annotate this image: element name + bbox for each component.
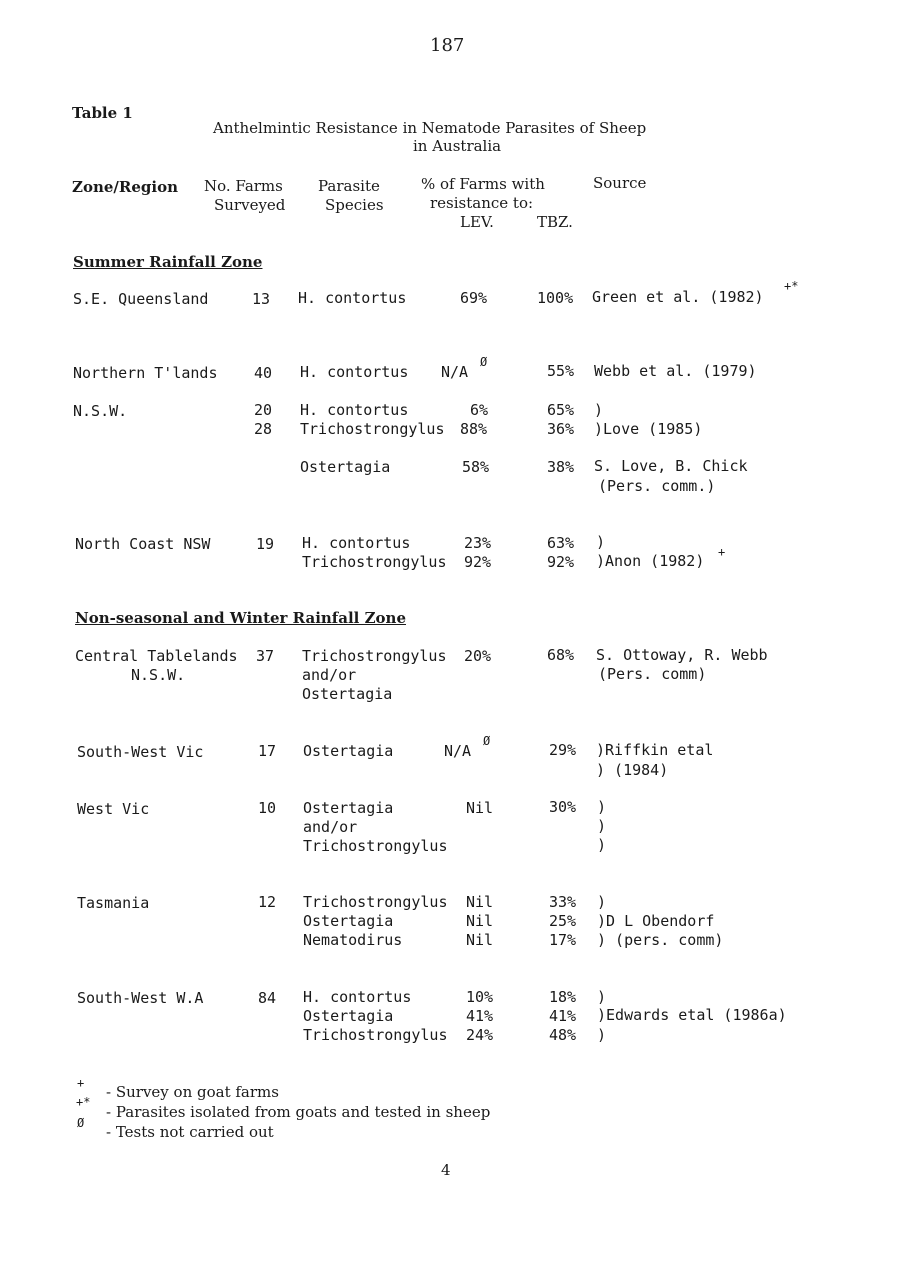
source-wv-1: ): [597, 798, 607, 816]
mark-nc: +: [718, 545, 726, 559]
lev-nc-1: 23%: [464, 534, 492, 552]
lev-swa-3: 24%: [466, 1026, 494, 1044]
section-nonseasonal: Non-seasonal and Winter Rainfall Zone: [75, 609, 406, 627]
region-swv: South-West Vic: [77, 743, 204, 761]
header-zone: Zone/Region: [72, 178, 178, 196]
species-tas-1: Trichostrongylus: [303, 893, 448, 911]
tbz-nsw-1: 65%: [547, 401, 575, 419]
lev-nt: N/A: [441, 363, 469, 381]
region-nc: North Coast NSW: [75, 535, 211, 553]
lev-wv: Nil: [466, 799, 494, 817]
header-farms-1: No. Farms: [204, 177, 283, 195]
farms-tas: 12: [258, 893, 277, 911]
lev-tas-3: Nil: [466, 931, 494, 949]
table-title-line2: in Australia: [413, 137, 502, 155]
species-nc-1: H. contortus: [302, 534, 411, 552]
footnote-symbol-1: +: [77, 1076, 85, 1090]
farms-nc: 19: [256, 535, 275, 553]
footnote-symbol-2: +*: [76, 1095, 91, 1109]
source-nc-2: )Anon (1982): [596, 552, 705, 570]
region-nt: Northern T'lands: [73, 364, 218, 382]
tbz-nc-2: 92%: [547, 553, 575, 571]
species-nsw-3: Ostertagia: [300, 458, 391, 476]
levmark-nt: Ø: [480, 355, 488, 369]
header-species-1: Parasite: [318, 177, 380, 195]
lev-swa-1: 10%: [466, 988, 494, 1006]
species-ct-1: Trichostrongylus: [302, 647, 447, 665]
farms-seq: 13: [252, 290, 271, 308]
tbz-ct: 68%: [547, 646, 575, 664]
header-lev: LEV.: [460, 213, 494, 231]
footnote-symbol-3: Ø: [77, 1116, 85, 1130]
tbz-nc-1: 63%: [547, 534, 575, 552]
tbz-nt: 55%: [547, 362, 575, 380]
footnote-text-2: - Parasites isolated from goats and tested in sheep: [106, 1103, 491, 1121]
species-wv-1: Ostertagia: [303, 799, 394, 817]
species-swa-1: H. contortus: [303, 988, 412, 1006]
header-farms-2: Surveyed: [214, 196, 286, 214]
tbz-wv: 30%: [549, 798, 577, 816]
tbz-swa-2: 41%: [549, 1007, 577, 1025]
page-number-top: 187: [430, 35, 465, 56]
header-resistance-2: resistance to:: [430, 194, 534, 212]
region-wv: West Vic: [77, 800, 150, 818]
section-summer: Summer Rainfall Zone: [73, 253, 263, 271]
source-swa-2: )Edwards etal (1986a): [597, 1006, 787, 1024]
table-label: Table 1: [72, 104, 133, 122]
farms-nsw-2: 28: [254, 420, 273, 438]
farms-nt: 40: [254, 364, 273, 382]
species-ct-2: and/or: [302, 666, 357, 684]
species-swa-3: Trichostrongylus: [303, 1026, 448, 1044]
species-wv-2: and/or: [303, 818, 358, 836]
farms-ct: 37: [256, 647, 275, 665]
region-ct-2: N.S.W.: [131, 666, 186, 684]
tbz-tas-2: 25%: [549, 912, 577, 930]
tbz-seq: 100%: [537, 289, 574, 307]
species-swv: Ostertagia: [303, 742, 394, 760]
species-nsw-1: H. contortus: [300, 401, 409, 419]
source-nsw-2: )Love (1985): [594, 420, 703, 438]
source-swa-1: ): [597, 988, 607, 1006]
source-nsw-3a: S. Love, B. Chick: [594, 457, 748, 475]
region-swa: South-West W.A: [77, 989, 204, 1007]
source-tas-1: ): [597, 893, 607, 911]
farms-wv: 10: [258, 799, 277, 817]
mark-seq: +*: [784, 279, 799, 293]
source-ct-1: S. Ottoway, R. Webb: [596, 646, 768, 664]
levmark-swv: Ø: [483, 734, 491, 748]
tbz-swv: 29%: [549, 741, 577, 759]
source-tas-3: ) (pers. comm): [597, 931, 724, 949]
lev-swa-2: 41%: [466, 1007, 494, 1025]
region-nsw: N.S.W.: [73, 402, 128, 420]
source-swv-2: ) (1984): [596, 761, 669, 779]
header-tbz: TBZ.: [537, 213, 573, 231]
source-nc-1: ): [596, 533, 606, 551]
lev-swv: N/A: [444, 742, 472, 760]
tbz-tas-1: 33%: [549, 893, 577, 911]
page-number-bottom: 4: [441, 1161, 451, 1179]
region-tas: Tasmania: [77, 894, 150, 912]
footnote-text-1: - Survey on goat farms: [106, 1083, 279, 1101]
source-wv-3: ): [597, 836, 607, 854]
lev-nsw-3: 58%: [462, 458, 490, 476]
species-nt: H. contortus: [300, 363, 409, 381]
tbz-swa-3: 48%: [549, 1026, 577, 1044]
lev-tas-1: Nil: [466, 893, 494, 911]
farms-nsw-1: 20: [254, 401, 273, 419]
tbz-swa-1: 18%: [549, 988, 577, 1006]
header-species-2: Species: [325, 196, 384, 214]
source-wv-2: ): [597, 817, 607, 835]
header-resistance-1: % of Farms with: [421, 175, 545, 193]
tbz-nsw-2: 36%: [547, 420, 575, 438]
source-nsw-3b: (Pers. comm.): [598, 477, 716, 495]
source-swa-3: ): [597, 1026, 607, 1044]
species-tas-2: Ostertagia: [303, 912, 394, 930]
species-nsw-2: Trichostrongylus: [300, 420, 445, 438]
species-seq: H. contortus: [298, 289, 407, 307]
lev-seq: 69%: [460, 289, 488, 307]
species-nc-2: Trichostrongylus: [302, 553, 447, 571]
lev-nc-2: 92%: [464, 553, 492, 571]
region-seq: S.E. Queensland: [73, 290, 209, 308]
species-tas-3: Nematodirus: [303, 931, 403, 949]
lev-tas-2: Nil: [466, 912, 494, 930]
footnote-text-3: - Tests not carried out: [106, 1123, 274, 1141]
species-ct-3: Ostertagia: [302, 685, 393, 703]
table-title-line1: Anthelmintic Resistance in Nematode Parasites of Sheep: [213, 119, 647, 137]
header-source: Source: [593, 174, 647, 192]
lev-nsw-1: 6%: [470, 401, 489, 419]
source-seq: Green et al. (1982): [592, 288, 764, 306]
species-wv-3: Trichostrongylus: [303, 837, 448, 855]
farms-swv: 17: [258, 742, 277, 760]
lev-ct: 20%: [464, 647, 492, 665]
source-nsw-1: ): [594, 401, 604, 419]
source-ct-2: (Pers. comm): [598, 665, 707, 683]
tbz-nsw-3: 38%: [547, 458, 575, 476]
lev-nsw-2: 88%: [460, 420, 488, 438]
species-swa-2: Ostertagia: [303, 1007, 394, 1025]
tbz-tas-3: 17%: [549, 931, 577, 949]
farms-swa: 84: [258, 989, 277, 1007]
source-nt: Webb et al. (1979): [594, 362, 757, 380]
source-tas-2: )D L Obendorf: [597, 912, 715, 930]
source-swv-1: )Riffkin etal: [596, 741, 714, 759]
region-ct-1: Central Tablelands: [75, 647, 238, 665]
